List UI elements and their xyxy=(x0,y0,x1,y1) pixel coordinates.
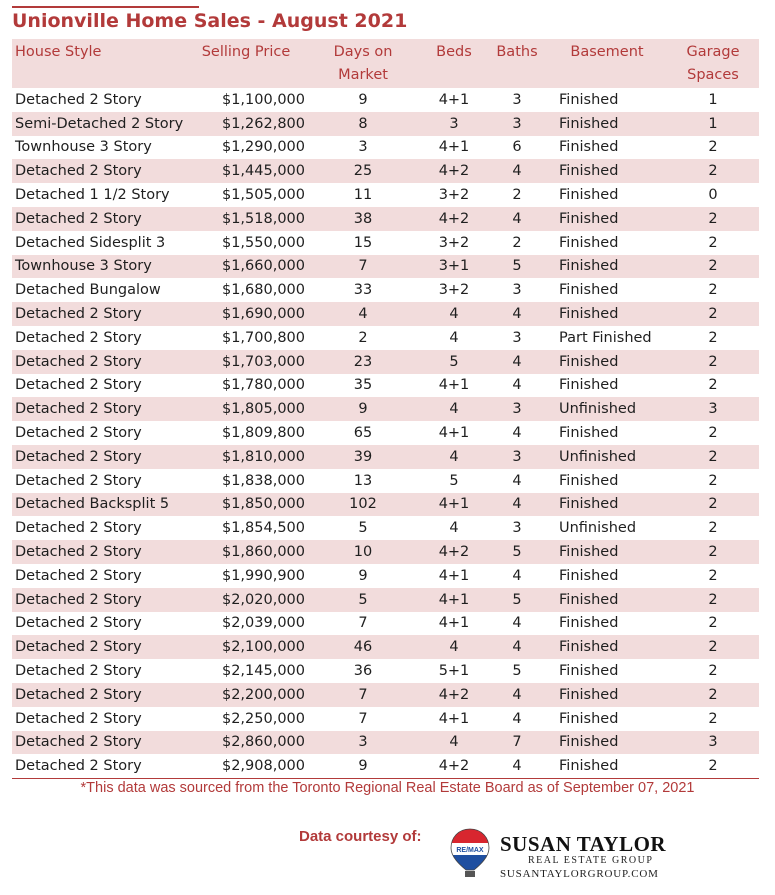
garage-spaces-cell: 2 xyxy=(708,234,718,251)
selling-price-cell: $1,860,000 xyxy=(187,540,305,564)
basement-cell: Unfinished xyxy=(547,445,667,469)
baths-cell: 3 xyxy=(512,282,522,299)
basement-cell: Finished xyxy=(559,615,619,632)
garage-spaces-cell: 2 xyxy=(667,635,759,659)
beds-cell: 4+1 xyxy=(438,139,470,156)
table-header-row xyxy=(12,39,759,88)
days-on-market-cell: 39 xyxy=(305,445,421,469)
house-style-cell: Detached 2 Story xyxy=(15,329,142,346)
header-baths: Baths xyxy=(487,39,547,88)
title-rule xyxy=(12,6,199,8)
table-row xyxy=(12,278,759,302)
house-style-cell: Detached 2 Story xyxy=(15,377,142,394)
baths-cell: 4 xyxy=(487,493,547,517)
basement-cell: Finished xyxy=(547,159,667,183)
days-on-market-cell: 46 xyxy=(305,635,421,659)
baths-cell: 3 xyxy=(512,91,522,108)
header-garage-spaces: Garage Spaces xyxy=(667,39,759,88)
basement-cell: Finished xyxy=(547,350,667,374)
beds-cell: 4 xyxy=(421,445,487,469)
selling-price-cell: $1,810,000 xyxy=(187,445,305,469)
baths-cell: 6 xyxy=(512,139,522,156)
table-row xyxy=(12,207,759,231)
beds-cell: 5 xyxy=(449,472,459,489)
days-on-market-cell: 9 xyxy=(358,567,368,584)
baths-cell: 4 xyxy=(487,207,547,231)
remax-balloon-logo-icon xyxy=(449,827,491,879)
garage-spaces-cell: 2 xyxy=(708,663,718,680)
baths-cell: 4 xyxy=(487,302,547,326)
selling-price-cell: $1,850,000 xyxy=(187,493,305,517)
garage-spaces-cell: 2 xyxy=(708,472,718,489)
beds-cell: 4+1 xyxy=(438,615,470,632)
baths-cell: 3 xyxy=(512,329,522,346)
days-on-market-cell: 33 xyxy=(353,282,373,299)
house-style-cell: Detached 2 Story xyxy=(12,588,187,612)
header-days-on-market: Days on Market xyxy=(305,39,421,88)
house-style-cell: Townhouse 3 Story xyxy=(12,255,187,279)
baths-cell: 7 xyxy=(487,731,547,755)
house-style-cell: Detached 2 Story xyxy=(15,567,142,584)
basement-cell: Finished xyxy=(559,663,619,680)
page-title: Unionville Home Sales - August 2021 xyxy=(12,10,408,32)
days-on-market-cell: 7 xyxy=(305,683,421,707)
courtesy-label: Data courtesy of: xyxy=(299,828,422,845)
basement-cell: Finished xyxy=(547,540,667,564)
house-style-cell: Detached 2 Story xyxy=(12,350,187,374)
selling-price-cell: $1,660,000 xyxy=(187,255,305,279)
garage-spaces-cell: 2 xyxy=(708,329,718,346)
basement-cell: Finished xyxy=(547,493,667,517)
table-row xyxy=(12,588,759,612)
table-row xyxy=(12,159,759,183)
days-on-market-cell: 3 xyxy=(305,731,421,755)
table-row xyxy=(12,231,759,255)
garage-spaces-cell: 2 xyxy=(667,445,759,469)
selling-price-cell: $2,145,000 xyxy=(221,663,305,680)
days-on-market-cell: 7 xyxy=(358,710,368,727)
beds-cell: 4 xyxy=(421,397,487,421)
brand-url: SUSANTAYLORGROUP.COM xyxy=(500,868,659,880)
selling-price-cell: $1,100,000 xyxy=(221,91,305,108)
brand-subtitle: REAL ESTATE GROUP xyxy=(528,855,654,866)
selling-price-cell: $1,700,800 xyxy=(221,329,305,346)
days-on-market-cell: 2 xyxy=(358,329,368,346)
table-row xyxy=(12,493,759,517)
days-on-market-cell: 36 xyxy=(353,663,373,680)
table-row xyxy=(12,183,759,207)
basement-cell: Finished xyxy=(547,207,667,231)
house-style-cell: Detached 2 Story xyxy=(12,445,187,469)
beds-cell: 3+1 xyxy=(421,255,487,279)
selling-price-cell: $1,780,000 xyxy=(221,377,305,394)
days-on-market-cell: 38 xyxy=(305,207,421,231)
beds-cell: 4+2 xyxy=(421,683,487,707)
garage-spaces-cell: 2 xyxy=(667,302,759,326)
header-beds: Beds xyxy=(421,39,487,88)
beds-cell: 4+2 xyxy=(421,540,487,564)
basement-cell: Finished xyxy=(559,567,619,584)
table-row xyxy=(12,445,759,469)
beds-cell: 4+1 xyxy=(438,377,470,394)
beds-cell: 4 xyxy=(449,520,459,537)
house-style-cell: Detached 1 1/2 Story xyxy=(15,187,170,204)
baths-cell: 4 xyxy=(512,425,522,442)
baths-cell: 4 xyxy=(512,377,522,394)
baths-cell: 3 xyxy=(487,112,547,136)
selling-price-cell: $1,445,000 xyxy=(187,159,305,183)
house-style-cell: Detached 2 Story xyxy=(15,615,142,632)
days-on-market-cell: 35 xyxy=(353,377,373,394)
baths-cell: 2 xyxy=(512,187,522,204)
selling-price-cell: $1,550,000 xyxy=(221,234,305,251)
house-style-cell: Detached 2 Story xyxy=(15,91,142,108)
days-on-market-cell: 7 xyxy=(358,615,368,632)
basement-cell: Finished xyxy=(547,683,667,707)
table-row xyxy=(12,136,759,160)
baths-cell: 4 xyxy=(487,350,547,374)
baths-cell: 3 xyxy=(512,520,522,537)
beds-cell: 3+2 xyxy=(438,282,470,299)
garage-spaces-cell: 2 xyxy=(708,282,718,299)
balloon-text: RE/MAX xyxy=(456,847,484,854)
basement-cell: Finished xyxy=(559,472,619,489)
table-row xyxy=(12,469,759,493)
baths-cell: 4 xyxy=(487,683,547,707)
table-row xyxy=(12,350,759,374)
beds-cell: 4+1 xyxy=(438,91,470,108)
garage-spaces-cell: 2 xyxy=(667,493,759,517)
selling-price-cell: $1,809,800 xyxy=(221,425,305,442)
house-style-cell: Detached 2 Story xyxy=(12,683,187,707)
house-style-cell: Detached 2 Story xyxy=(15,520,142,537)
table-row xyxy=(12,374,759,398)
table-row xyxy=(12,707,759,731)
header-house-style: House Style xyxy=(12,39,187,88)
selling-price-cell: $2,908,000 xyxy=(187,754,305,778)
house-style-cell: Detached 2 Story xyxy=(12,207,187,231)
selling-price-cell: $2,860,000 xyxy=(187,731,305,755)
garage-spaces-cell: 2 xyxy=(667,159,759,183)
beds-cell: 4+1 xyxy=(438,710,470,727)
house-style-cell: Detached Bungalow xyxy=(15,282,161,299)
garage-spaces-cell: 2 xyxy=(708,377,718,394)
garage-spaces-cell: 2 xyxy=(708,425,718,442)
beds-cell: 4 xyxy=(421,635,487,659)
garage-spaces-cell: 2 xyxy=(708,567,718,584)
table-body xyxy=(12,88,759,779)
basement-cell: Finished xyxy=(559,187,619,204)
garage-spaces-cell: 2 xyxy=(667,683,759,707)
header-selling-price: Selling Price xyxy=(187,39,305,88)
selling-price-cell: $1,505,000 xyxy=(221,187,305,204)
days-on-market-cell: 10 xyxy=(305,540,421,564)
beds-cell: 3 xyxy=(421,112,487,136)
beds-cell: 4+1 xyxy=(438,567,470,584)
beds-cell: 3+2 xyxy=(438,234,470,251)
basement-cell: Finished xyxy=(547,754,667,778)
table-row xyxy=(12,326,759,350)
house-style-cell: Detached 2 Story xyxy=(12,731,187,755)
table-row xyxy=(12,421,759,445)
basement-cell: Finished xyxy=(547,635,667,659)
house-style-cell: Semi-Detached 2 Story xyxy=(12,112,187,136)
basement-cell: Finished xyxy=(559,139,619,156)
garage-spaces-cell: 2 xyxy=(708,615,718,632)
days-on-market-cell: 25 xyxy=(305,159,421,183)
selling-price-cell: $1,805,000 xyxy=(187,397,305,421)
baths-cell: 4 xyxy=(487,159,547,183)
selling-price-cell: $1,290,000 xyxy=(221,139,305,156)
days-on-market-cell: 9 xyxy=(305,754,421,778)
house-style-cell: Detached 2 Story xyxy=(15,710,142,727)
basement-cell: Finished xyxy=(547,302,667,326)
house-style-cell: Detached 2 Story xyxy=(12,540,187,564)
days-on-market-cell: 3 xyxy=(358,139,368,156)
table-row xyxy=(12,683,759,707)
house-style-cell: Detached 2 Story xyxy=(12,159,187,183)
basement-cell: Unfinished xyxy=(559,520,637,537)
house-style-cell: Detached Backsplit 5 xyxy=(12,493,187,517)
beds-cell: 4+2 xyxy=(421,754,487,778)
header-basement: Basement xyxy=(547,39,667,88)
basement-cell: Finished xyxy=(559,234,619,251)
basement-cell: Finished xyxy=(547,255,667,279)
table-row xyxy=(12,88,759,112)
garage-spaces-cell: 1 xyxy=(667,112,759,136)
selling-price-cell: $1,262,800 xyxy=(187,112,305,136)
garage-spaces-cell: 1 xyxy=(708,91,718,108)
days-on-market-cell: 4 xyxy=(305,302,421,326)
days-on-market-cell: 5 xyxy=(358,520,368,537)
garage-spaces-cell: 2 xyxy=(708,520,718,537)
selling-price-cell: $1,990,900 xyxy=(221,567,305,584)
table-row xyxy=(12,635,759,659)
baths-cell: 4 xyxy=(512,710,522,727)
basement-cell: Finished xyxy=(547,112,667,136)
baths-cell: 4 xyxy=(512,472,522,489)
selling-price-cell: $1,690,000 xyxy=(187,302,305,326)
garage-spaces-cell: 2 xyxy=(708,139,718,156)
days-on-market-cell: 23 xyxy=(305,350,421,374)
days-on-market-cell: 15 xyxy=(353,234,373,251)
basement-cell: Finished xyxy=(559,282,619,299)
source-note: *This data was sourced from the Toronto Regional Real Estate Board as of September 07, 2021 xyxy=(80,780,695,796)
beds-cell: 4 xyxy=(421,731,487,755)
table-row xyxy=(12,731,759,755)
beds-cell: 4+1 xyxy=(421,588,487,612)
basement-cell: Finished xyxy=(547,731,667,755)
table-row xyxy=(12,540,759,564)
house-style-cell: Detached Sidesplit 3 xyxy=(15,234,166,251)
table-row xyxy=(12,516,759,540)
baths-cell: 3 xyxy=(487,445,547,469)
selling-price-cell: $1,680,000 xyxy=(221,282,305,299)
basement-cell: Finished xyxy=(559,425,619,442)
baths-cell: 5 xyxy=(487,255,547,279)
baths-cell: 3 xyxy=(487,397,547,421)
days-on-market-cell: 9 xyxy=(305,397,421,421)
basement-cell: Part Finished xyxy=(559,329,652,346)
days-on-market-cell: 65 xyxy=(353,425,373,442)
beds-cell: 3+2 xyxy=(438,187,470,204)
table-row xyxy=(12,612,759,636)
basement-cell: Finished xyxy=(547,588,667,612)
days-on-market-cell: 8 xyxy=(305,112,421,136)
basement-cell: Finished xyxy=(559,377,619,394)
garage-spaces-cell: 2 xyxy=(667,754,759,778)
selling-price-cell: $1,703,000 xyxy=(187,350,305,374)
beds-cell: 4+1 xyxy=(438,425,470,442)
baths-cell: 4 xyxy=(487,754,547,778)
beds-cell: 4+2 xyxy=(421,159,487,183)
days-on-market-cell: 11 xyxy=(353,187,373,204)
house-style-cell: Townhouse 3 Story xyxy=(15,139,152,156)
baths-cell: 4 xyxy=(512,567,522,584)
table-row xyxy=(12,564,759,588)
house-style-cell: Detached 2 Story xyxy=(12,397,187,421)
baths-cell: 4 xyxy=(487,635,547,659)
house-style-cell: Detached 2 Story xyxy=(12,754,187,778)
days-on-market-cell: 9 xyxy=(358,91,368,108)
garage-spaces-cell: 2 xyxy=(667,588,759,612)
baths-cell: 5 xyxy=(487,588,547,612)
beds-cell: 4+1 xyxy=(421,493,487,517)
house-style-cell: Detached 2 Story xyxy=(15,663,142,680)
selling-price-cell: $2,250,000 xyxy=(221,710,305,727)
house-style-cell: Detached 2 Story xyxy=(12,635,187,659)
brand-name: SUSAN TAYLOR xyxy=(500,832,667,856)
house-style-cell: Detached 2 Story xyxy=(15,472,142,489)
selling-price-cell: $1,518,000 xyxy=(187,207,305,231)
garage-spaces-cell: 0 xyxy=(708,187,718,204)
beds-cell: 5 xyxy=(421,350,487,374)
days-on-market-cell: 7 xyxy=(305,255,421,279)
basement-cell: Unfinished xyxy=(547,397,667,421)
house-style-cell: Detached 2 Story xyxy=(15,425,142,442)
baths-cell: 5 xyxy=(487,540,547,564)
table-row xyxy=(12,659,759,683)
selling-price-cell: $2,100,000 xyxy=(187,635,305,659)
garage-spaces-cell: 3 xyxy=(667,731,759,755)
basement-cell: Finished xyxy=(559,91,619,108)
garage-spaces-cell: 2 xyxy=(667,255,759,279)
garage-spaces-cell: 2 xyxy=(667,207,759,231)
table-row xyxy=(12,255,759,279)
garage-spaces-cell: 2 xyxy=(708,710,718,727)
table-row xyxy=(12,112,759,136)
selling-price-cell: $2,020,000 xyxy=(187,588,305,612)
baths-cell: 5 xyxy=(512,663,522,680)
days-on-market-cell: 13 xyxy=(353,472,373,489)
selling-price-cell: $2,200,000 xyxy=(187,683,305,707)
selling-price-cell: $1,838,000 xyxy=(221,472,305,489)
beds-cell: 5+1 xyxy=(438,663,470,680)
garage-spaces-cell: 2 xyxy=(667,540,759,564)
basement-cell: Finished xyxy=(559,710,619,727)
house-style-cell: Detached 2 Story xyxy=(12,302,187,326)
beds-cell: 4+2 xyxy=(421,207,487,231)
baths-cell: 2 xyxy=(512,234,522,251)
table-row xyxy=(12,754,759,778)
baths-cell: 4 xyxy=(512,615,522,632)
sales-table xyxy=(12,39,759,779)
selling-price-cell: $1,854,500 xyxy=(221,520,305,537)
days-on-market-cell: 5 xyxy=(305,588,421,612)
garage-spaces-cell: 2 xyxy=(667,350,759,374)
selling-price-cell: $2,039,000 xyxy=(221,615,305,632)
table-row xyxy=(12,302,759,326)
garage-spaces-cell: 3 xyxy=(667,397,759,421)
beds-cell: 4 xyxy=(449,329,459,346)
days-on-market-cell: 102 xyxy=(305,493,421,517)
beds-cell: 4 xyxy=(421,302,487,326)
table-row xyxy=(12,397,759,421)
